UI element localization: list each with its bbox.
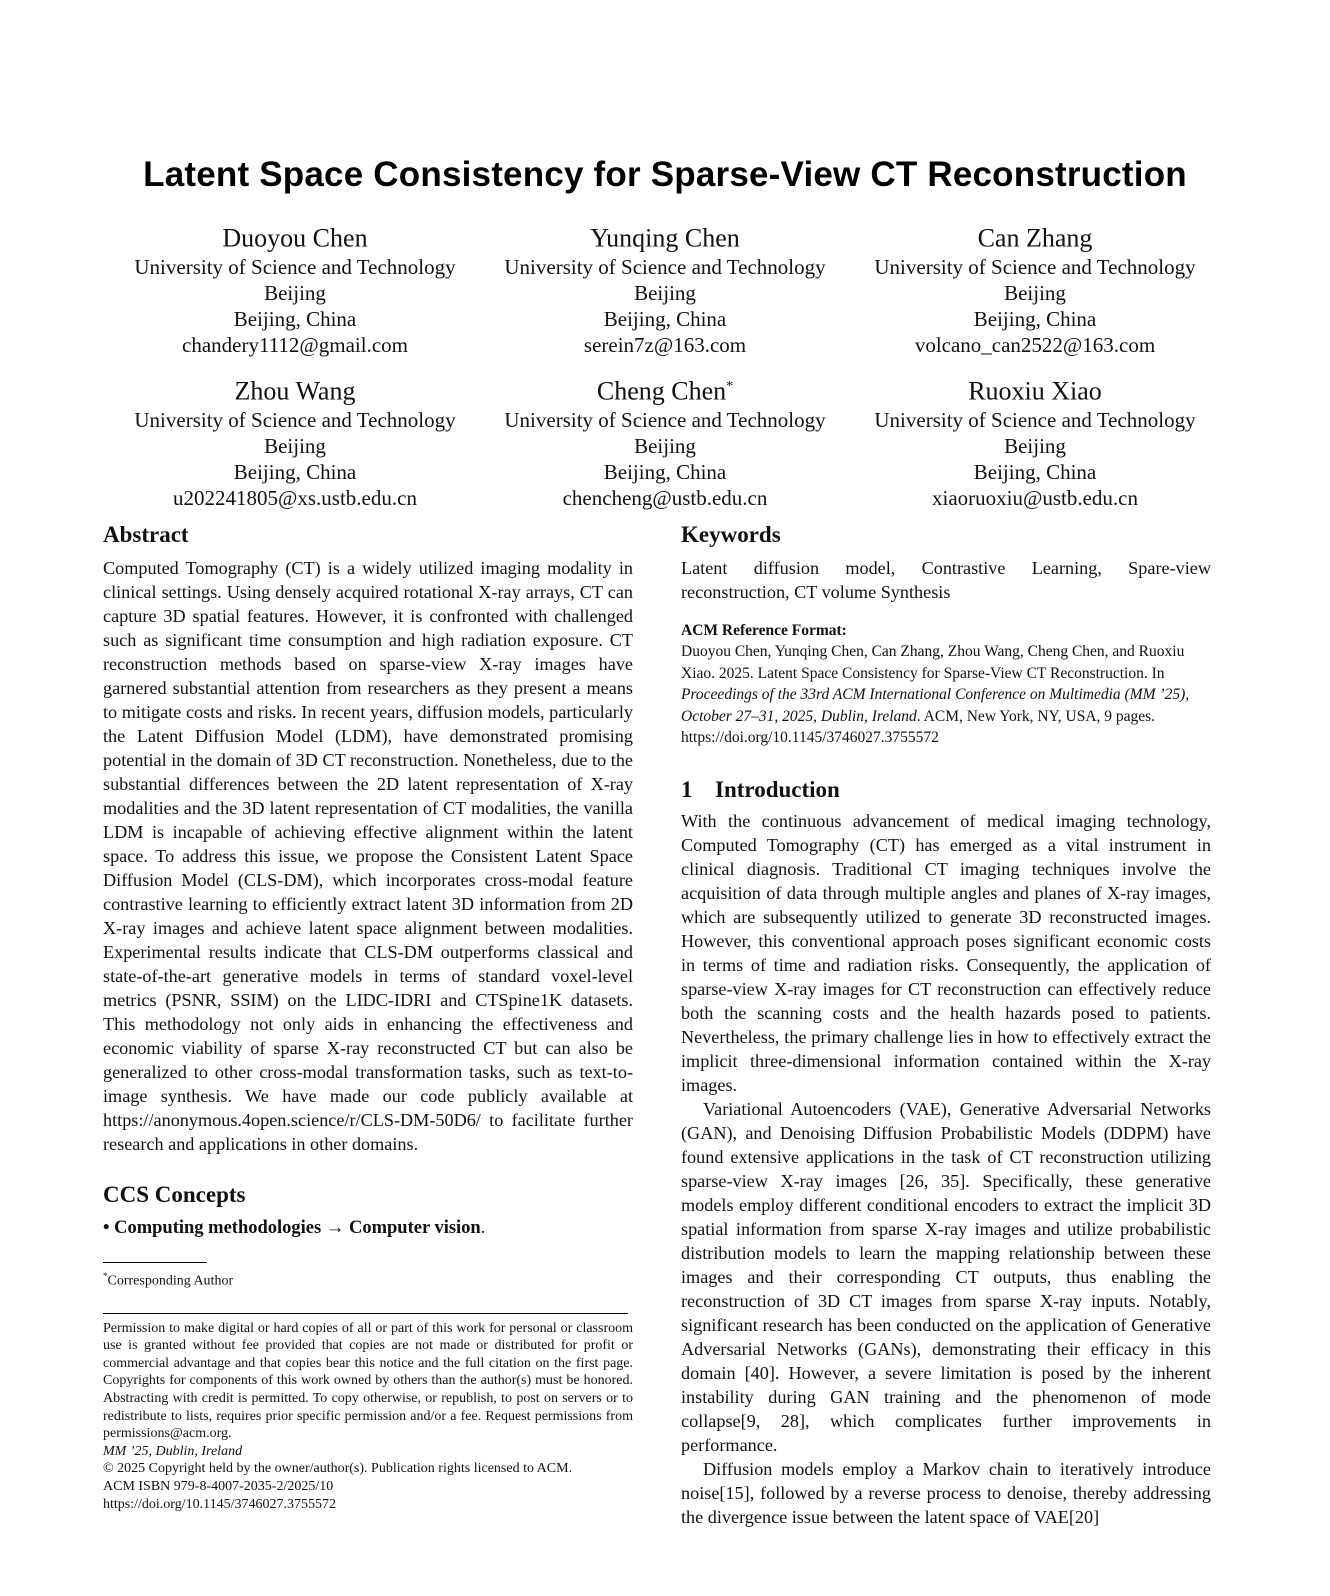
acm-reference-format	[681, 620, 1211, 749]
ccs-concept-entry	[103, 1216, 633, 1240]
ccs-concepts-heading: CCS Concepts	[103, 1182, 246, 1207]
acm-reference-text: Duoyou Chen, Yunqing Chen, Can Zhang, Zhou Wang, Cheng Chen, and Ruoxiu Xiao. 2025. Latent Space Consistency for Sparse-View CT Reconstruction. In Proceedings of the 33rd ACM International Conference on Multimedia (MM ’25), October 27–31, 2025, Dublin, Ireland. ACM, New York, NY, USA, 9 pages. https://doi.org/10.1145/3746027.3755572	[681, 643, 1190, 746]
author-affiliation-city: Beijing	[634, 280, 696, 305]
keywords-text: Latent diffusion model, Contrastive Learning, Spare-view reconstruction, CT volume Synthesis	[681, 558, 1211, 602]
intro-paragraph: Diffusion models employ a Markov chain to iteratively introduce noise[15], followed by a reverse process to denoise, thereby addressing the divergence issue between the latent space of VAE[20]	[681, 1458, 1211, 1527]
author-location: Beijing, China	[603, 306, 727, 331]
bullet-icon: •	[103, 1218, 110, 1238]
author-affiliation: University of Science and Technology	[504, 407, 826, 432]
right-column	[681, 520, 1211, 1529]
footnote-corresponding-author: *Corresponding Author	[103, 1271, 234, 1289]
author-block-row-1	[120, 219, 1210, 358]
proceedings-title: Proceedings of the 33rd ACM International Conference on Multimedia (MM ’25), October 27–31, 2025, Dublin, Ireland	[681, 686, 1190, 725]
acm-reference-heading: ACM Reference Format:	[681, 622, 847, 639]
left-column	[103, 520, 633, 1513]
author-affiliation-city: Beijing	[264, 433, 326, 458]
author-card	[860, 219, 1210, 358]
author-email[interactable]: serein7z@163.com	[583, 332, 747, 357]
author-email[interactable]: chandery1112@gmail.com	[182, 332, 408, 357]
author-affiliation-city: Beijing	[1004, 433, 1066, 458]
permission-divider	[103, 1313, 628, 1314]
keywords-heading: Keywords	[681, 522, 781, 547]
author-affiliation-city: Beijing	[1004, 280, 1066, 305]
author-affiliation: University of Science and Technology	[134, 407, 456, 432]
intro-paragraph: With the continuous advancement of medical imaging technology, Computed Tomography (CT) has emerged as a vital instrument in clinical diagnosis. Traditional CT imaging techniques involve the acquisition of data through multiple angles and planes of X-ray images, which are subsequently utilized to generate 3D reconstructed images. However, this conventional approach poses significant economic costs in terms of time and radiation risks. Consequently, the application of sparse-view X-ray images for CT reconstruction can effectively reduce both the scanning costs and the health hazards posed to patients. Nevertheless, the primary challenge lies in how to effectively extract the implicit three-dimensional information contained within the X-ray images.	[681, 810, 1211, 1095]
author-location: Beijing, China	[233, 306, 357, 331]
intro-paragraph: Variational Autoencoders (VAE), Generative Adversarial Networks (GAN), and Denoising Diffusion Probabilistic Models (DDPM) have found extensive applications in the task of CT reconstruction utilizing sparse-view X-ray images [26, 35]. Specifically, these generative models employ different conditional encoders to extract the implicit 3D spatial information from sparse X-ray images and utilize probabilistic distribution models to learn the mapping relationship between these images and their corresponding CT outputs, thus enabling the reconstruction of 3D CT images from sparse X-ray inputs. Notably, significant research has been conducted on the application of Generative Adversarial Networks (GANs), demonstrating their efficacy in this domain [40]. However, a severe limitation is posed by the inherent instability during GAN training and the phenomenon of mode collapse[9, 28], which complicates further improvements in performance.	[681, 1098, 1211, 1455]
author-name: Duoyou Chen	[222, 223, 368, 253]
footnote-divider	[103, 1262, 207, 1263]
doi-link[interactable]: https://doi.org/10.1145/3746027.3755572	[103, 1496, 336, 1512]
permission-notice: Permission to make digital or hard copies of all or part of this work for personal or classroom use is granted without fee provided that copies are not made or distributed for profit or commercial advantage and that copies bear this notice and the full citation on the first page. Copyrights for components of this work owned by others than the author(s) must be honored. Abstracting with credit is permitted. To copy otherwise, or republish, to post on servers or to redistribute to lists, requires prior specific permission and/or a fee. Request permissions from permissions@acm.org.	[103, 1320, 633, 1442]
author-affiliation: University of Science and Technology	[134, 254, 456, 279]
isbn-line: ACM ISBN 979-8-4007-2035-2/2025/10	[103, 1479, 334, 1494]
ccs-concept: Computing methodologies	[114, 1218, 322, 1238]
author-affiliation: University of Science and Technology	[504, 254, 826, 279]
author-affiliation-city: Beijing	[264, 280, 326, 305]
author-block-row-2	[120, 372, 1210, 511]
abstract-text: Computed Tomography (CT) is a widely utilized imaging modality in clinical settings. Using densely acquired rotational X-ray arrays, CT can capture 3D spatial features. However, it is confronted with challenged such as significant time consumption and high radiation exposure. CT reconstruction methods based on sparse-view X-ray images have garnered substantial attention from researchers as they present a means to mitigate costs and risks. In recent years, diffusion models, particularly the Latent Diffusion Model (LDM), have demonstrated promising potential in the domain of 3D CT reconstruction. Nonetheless, due to the substantial differences between the 2D latent representation of X-ray modalities and the 3D latent representation of CT modalities, the vanilla LDM is incapable of achieving effective alignment within the latent space. To address this issue, we propose the Consistent Latent Space Diffusion Model (CLS-DM), which incorporates cross-modal feature contrastive learning to efficiently extract latent 3D information from 2D X-ray images and achieve latent space alignment between modalities. Experimental results indicate that CLS-DM outperforms classical and state-of-the-art generative models in terms of standard voxel-level metrics (PSNR, SSIM) on the LIDC-IDRI and CTSpine1K datasets. This methodology not only aids in enhancing the effectiveness and economic viability of sparse X-ray reconstructed CT but can also be generalized to other cross-modal transformation tasks, such as text-to-image synthesis. We have made our code publicly available at https://anonymous.4open.science/r/CLS-DM-50D6/ to facilitate further research and applications in other domains.	[103, 558, 633, 1154]
author-name: Yunqing Chen	[590, 223, 740, 253]
corresponding-author-marker: *	[726, 379, 734, 394]
paper-title: Latent Space Consistency for Sparse-View CT Reconstruction	[143, 155, 1187, 194]
copyright-line: © 2025 Copyright held by the owner/author(s). Publication rights licensed to ACM.	[103, 1461, 573, 1477]
author-location: Beijing, China	[603, 459, 727, 484]
venue-line: MM ’25, Dublin, Ireland	[103, 1443, 243, 1459]
abstract-heading: Abstract	[103, 522, 189, 547]
author-name: Ruoxiu Xiao	[968, 376, 1102, 406]
author-card	[490, 372, 840, 511]
footnote-marker: *	[103, 1271, 108, 1281]
author-location: Beijing, China	[233, 459, 357, 484]
author-location: Beijing, China	[973, 306, 1097, 331]
author-card	[490, 219, 840, 358]
author-affiliation-city: Beijing	[634, 433, 696, 458]
author-affiliation: University of Science and Technology	[874, 407, 1196, 432]
author-email[interactable]: chencheng@ustb.edu.cn	[562, 485, 768, 510]
author-name: Can Zhang	[977, 223, 1093, 253]
author-name: Cheng Chen*	[596, 376, 734, 406]
author-affiliation: University of Science and Technology	[874, 254, 1196, 279]
ccs-period: .	[480, 1218, 486, 1238]
author-location: Beijing, China	[973, 459, 1097, 484]
ccs-subconcept: Computer vision	[348, 1218, 481, 1238]
author-card	[860, 372, 1210, 511]
author-email[interactable]: u202241805@xs.ustb.edu.cn	[173, 485, 417, 510]
author-card	[120, 372, 470, 511]
author-card	[120, 219, 470, 358]
author-email[interactable]: volcano_can2522@163.com	[914, 332, 1156, 357]
arrow-right-icon: →	[325, 1218, 345, 1238]
author-name: Zhou Wang	[234, 376, 356, 406]
section-number: 1	[681, 776, 693, 802]
author-email[interactable]: xiaoruoxiu@ustb.edu.cn	[932, 485, 1138, 510]
introduction-heading: 1 Introduction	[681, 775, 1211, 805]
acm-reference-doi-link[interactable]: https://doi.org/10.1145/3746027.3755572	[681, 729, 939, 746]
